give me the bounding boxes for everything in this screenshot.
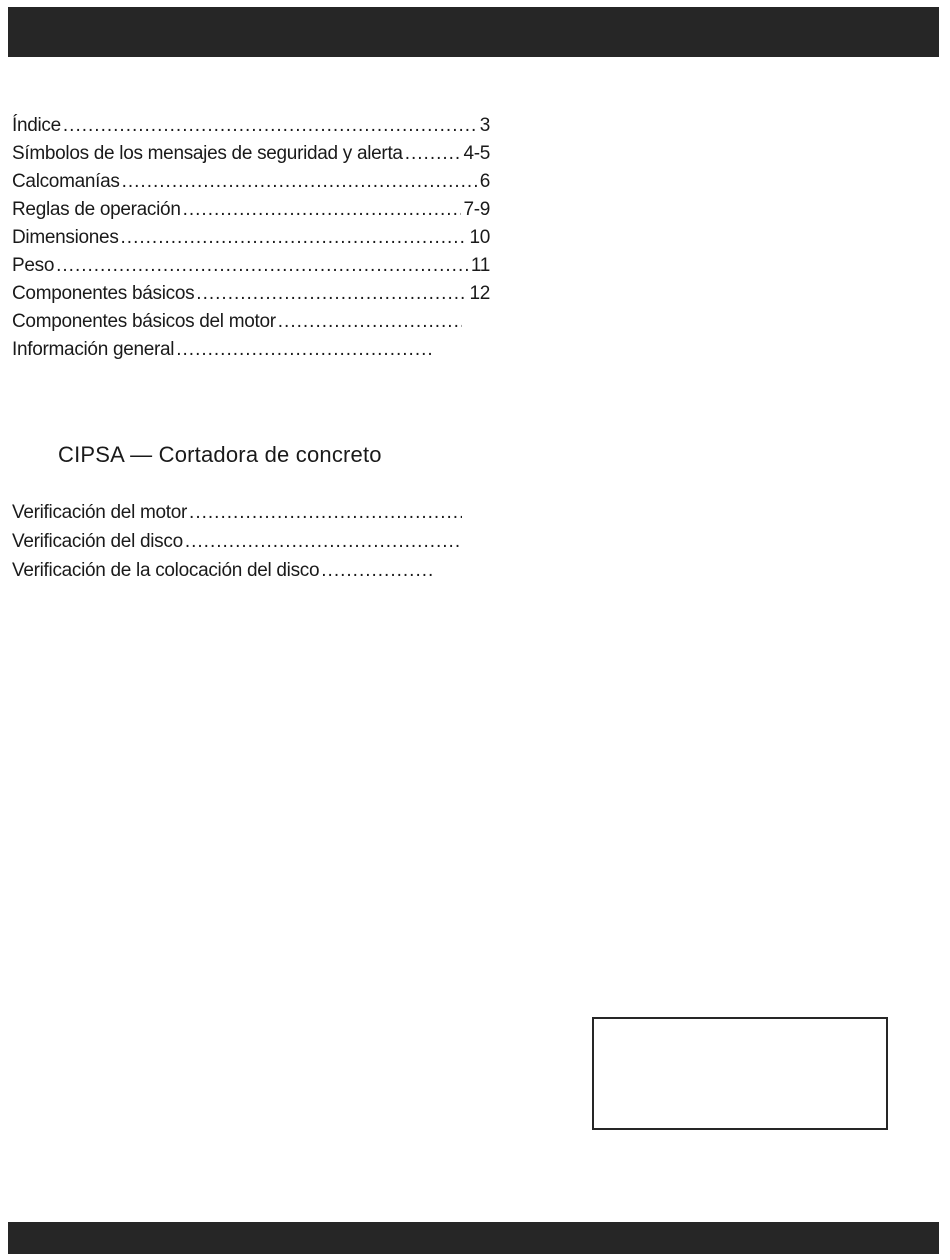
toc-entry-componentes-motor[interactable] bbox=[12, 311, 464, 339]
toc-entry-label: Información general bbox=[12, 339, 175, 360]
toc-leader-dots bbox=[122, 171, 478, 193]
toc-entry-page: 3 bbox=[479, 115, 490, 136]
toc-leader-dots bbox=[56, 255, 469, 277]
toc-entry-label: Símbolos de los mensajes de seguridad y alerta bbox=[12, 143, 403, 164]
toc-leader-dots bbox=[121, 227, 468, 249]
toc-leader-dots bbox=[189, 502, 462, 524]
toc-entry-label: Verificación del disco bbox=[12, 531, 183, 552]
toc-entry-simbolos[interactable] bbox=[12, 143, 490, 171]
toc-entry-label: Dimensiones bbox=[12, 227, 119, 248]
toc-entry-verificacion-motor[interactable] bbox=[12, 502, 464, 531]
toc-entry-label: Componentes básicos del motor bbox=[12, 311, 276, 332]
toc-entry-label: Verificación de la colocación del disco bbox=[12, 560, 320, 581]
toc-entry-dimensiones[interactable] bbox=[12, 227, 490, 255]
toc-entry-calcomanias[interactable] bbox=[12, 171, 490, 199]
toc-entry-page: 7-9 bbox=[463, 199, 490, 220]
header-bar bbox=[8, 7, 939, 57]
toc-leader-dots bbox=[278, 311, 462, 333]
toc-entry-indice[interactable] bbox=[12, 115, 490, 143]
toc-entry-verificacion-colocacion[interactable] bbox=[12, 560, 437, 589]
toc-entry-verificacion-disco[interactable] bbox=[12, 531, 464, 560]
toc-entry-label: Verificación del motor bbox=[12, 502, 188, 523]
table-of-contents-secondary bbox=[12, 502, 464, 589]
section-subtitle: CIPSA — Cortadora de concreto bbox=[58, 442, 382, 467]
toc-leader-dots bbox=[321, 560, 435, 582]
toc-entry-label: Índice bbox=[12, 115, 61, 136]
toc-entry-peso[interactable] bbox=[12, 255, 490, 283]
toc-entry-page: 10 bbox=[469, 227, 490, 248]
toc-entry-label: Reglas de operación bbox=[12, 199, 181, 220]
toc-leader-dots bbox=[185, 531, 462, 553]
toc-entry-label: Calcomanías bbox=[12, 171, 120, 192]
footer-bar bbox=[8, 1222, 939, 1254]
toc-leader-dots bbox=[183, 199, 462, 221]
toc-entry-page: 11 bbox=[470, 255, 490, 276]
toc-entry-label: Peso bbox=[12, 255, 55, 276]
toc-leader-dots bbox=[405, 143, 462, 165]
toc-entry-page: 12 bbox=[469, 283, 490, 304]
toc-entry-label: Componentes básicos bbox=[12, 283, 195, 304]
toc-leader-dots bbox=[196, 283, 467, 305]
table-of-contents bbox=[12, 115, 490, 367]
toc-entry-reglas[interactable] bbox=[12, 199, 490, 227]
toc-entry-informacion[interactable] bbox=[12, 339, 437, 367]
toc-entry-componentes[interactable] bbox=[12, 283, 490, 311]
toc-entry-page: 6 bbox=[479, 171, 490, 192]
empty-frame-box bbox=[592, 1017, 888, 1130]
toc-entry-page: 4-5 bbox=[463, 143, 490, 164]
toc-leader-dots bbox=[176, 339, 435, 361]
toc-leader-dots bbox=[63, 115, 478, 137]
